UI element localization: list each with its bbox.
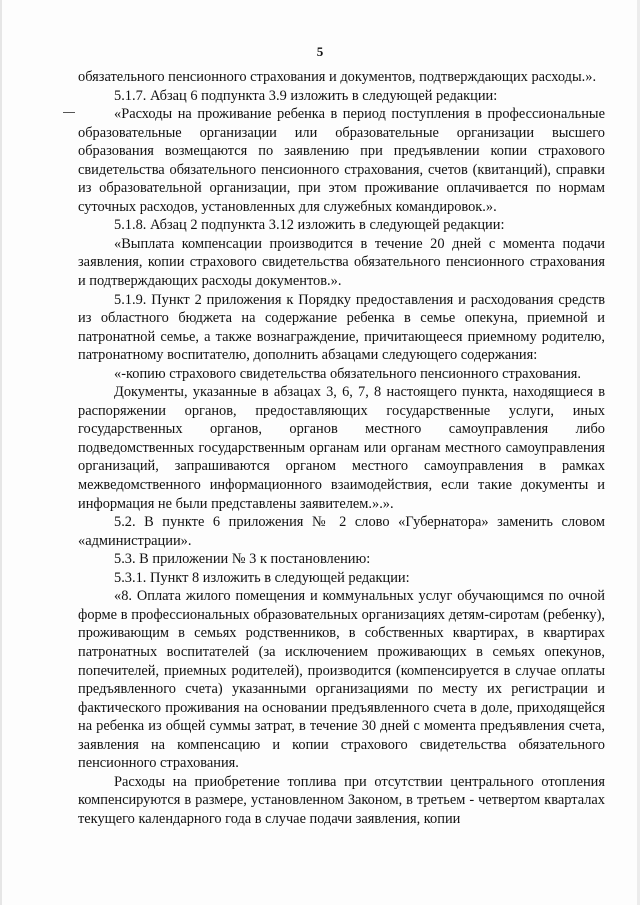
paragraph: обязательного пенсионного страхования и документов, подтверждающих расходы.». bbox=[78, 69, 597, 85]
paragraph: Расходы на приобретение топлива при отсутствии центрального отопления компенсируются в размере, установленном Законом, в третьем - четвертом кварталах текущего календарного года в случае подачи заявления, копии bbox=[78, 773, 605, 827]
scan-left-edge bbox=[0, 0, 2, 905]
paragraph: 5.1.9. Пункт 2 приложения к Порядку предоставления и расходования средств из областного бюджета на содержание ребенка в семье опекуна, приемной и патронатной семье, а также вознаграждение, причитающееся приемному родителю, патронатному воспитателю, дополнить абзацами следующего содержания: bbox=[78, 291, 605, 364]
paragraph: 5.3.1. Пункт 8 изложить в следующей редакции: bbox=[114, 569, 410, 586]
paragraph: 5.2. В пункте 6 приложения № 2 слово «Губернатора» заменить словом «администрации». bbox=[78, 514, 605, 549]
paragraph: 5.1.8. Абзац 2 подпункта 3.12 изложить в следующей редакции: bbox=[114, 217, 505, 234]
paragraph: «Расходы на проживание ребенка в период поступления в профессиональные образовательные организации или образовательные организации высшего образования возмещаются по заявлению при предъявлении копии страхового свидетельства обязательного пенсионного страхования, счетов (квитанций), справки из образовательной организации, при этом проживание оплачивается по нормам суточных расходов, установленных для служебных командировок.». bbox=[78, 106, 605, 215]
scan-mark bbox=[63, 112, 75, 113]
paragraph: «Выплата компенсации производится в течение 20 дней с момента подачи заявления, копии страхового свидетельства обязательного пенсионного страхования и подтверждающих расходы документов.». bbox=[78, 235, 605, 290]
paragraph: Документы, указанные в абзацах 3, 6, 7, 8 настоящего пункта, находящиеся в распоряжении органов, предоставляющих государственные услуги, иных государственных органов, органов местного самоуправления либо подведомственных государственным органам или органам местного самоуправления организаций, запрашиваются органом местного самоуправления в рамках межведомственного информационного взаимодействия, если такие документы и информация не были представлены заявителем.».». bbox=[78, 384, 605, 512]
paragraph: «8. Оплата жилого помещения и коммунальных услуг обучающимся по очной форме в профессиональных образовательных организациях детям-сиротам (ребенку), проживающим в семьях родственников, в собственных квартирах, в квартирах патронатных воспитателей (за исключением проживающих в семьях опекунов, попечителей, приемных родителей), производится (компенсируется в случае оплаты предъявленного счета) указанными организациями по месту их регистрации и фактического проживания на основании предъявленного счета в доле, приходящейся на ребенка из общей суммы затрат, в течение 30 дней с момента предъявления счета, заявления на компенсацию и копии страхового свидетельства обязательного пенсионного страхования. bbox=[78, 588, 605, 772]
page-number: 5 bbox=[316, 44, 324, 59]
paragraph: 5.3. В приложении № 3 к постановлению: bbox=[114, 551, 371, 568]
paragraph: 5.1.7. Абзац 6 подпункта 3.9 изложить в следующей редакции: bbox=[114, 87, 498, 104]
document-body bbox=[78, 68, 605, 828]
paragraph: «-копию страхового свидетельства обязательного пенсионного страхования. bbox=[114, 365, 582, 382]
